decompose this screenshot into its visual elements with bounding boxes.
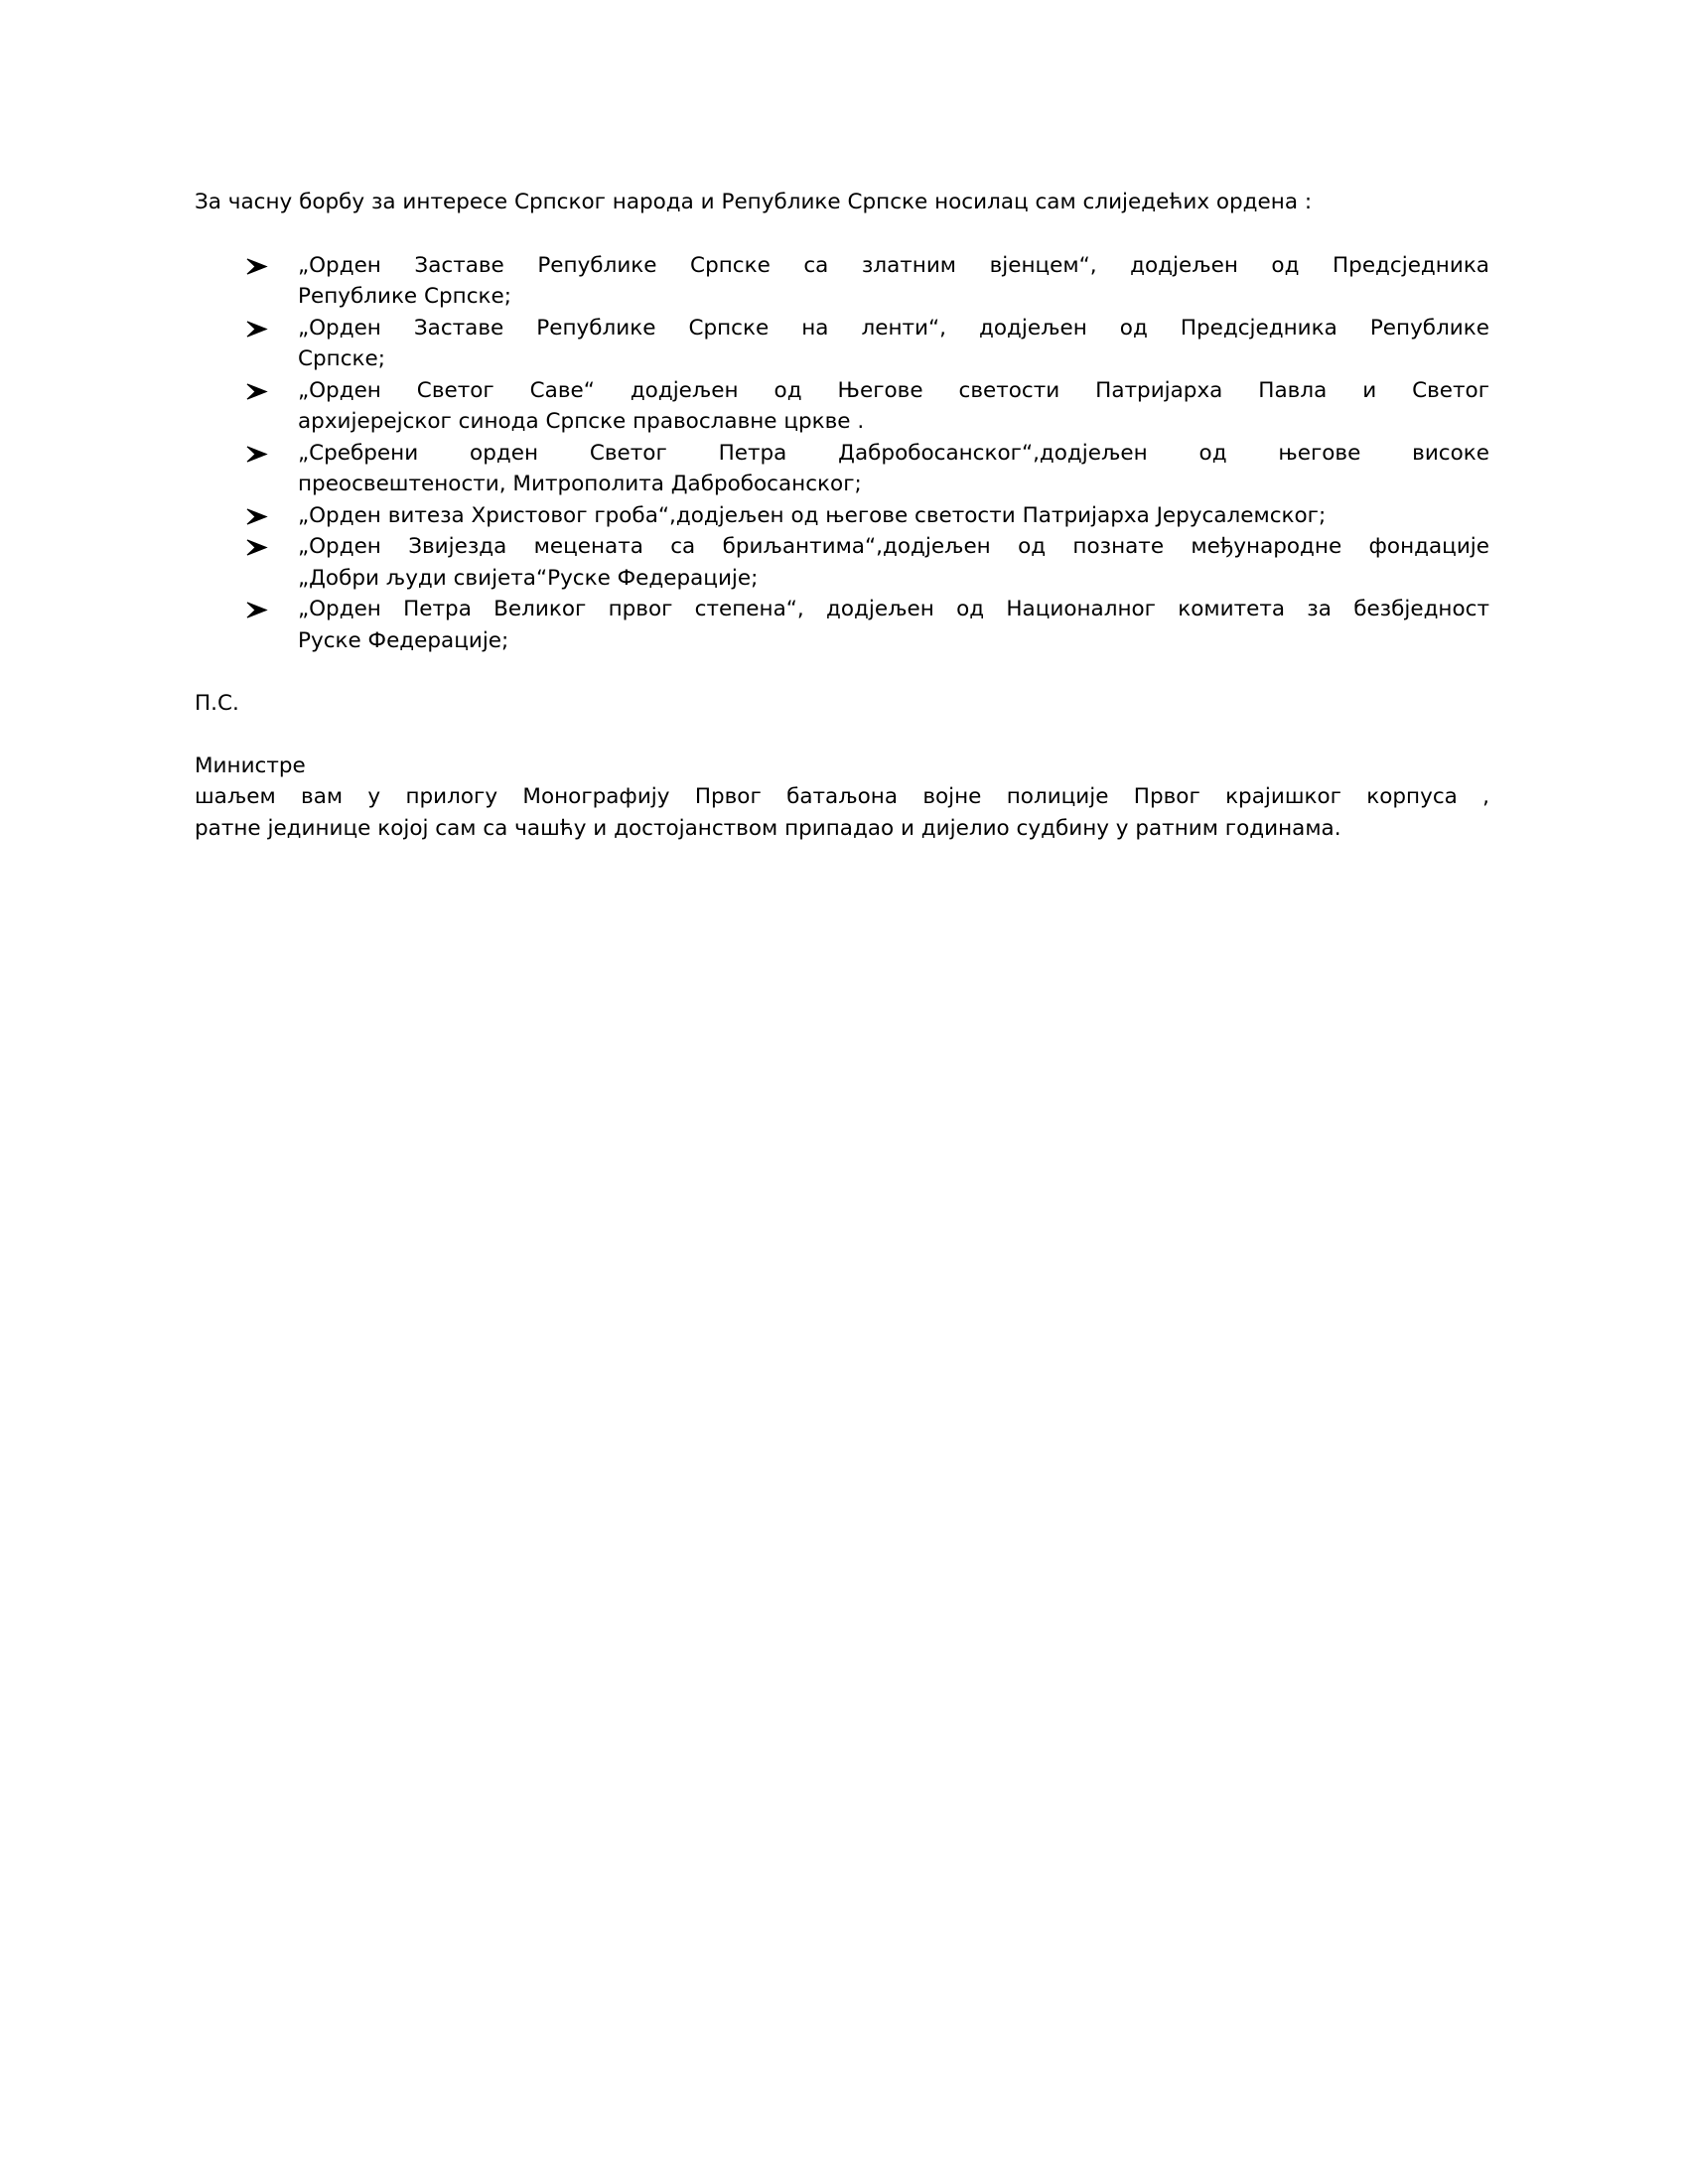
list-item-line: „Орден Заставе Републике Српске са златним вјенцем“, додјељен од Предсједника [298,252,1489,278]
list-item-line: „Орден Светог Саве“ додјељен од Његове светости Патријарха Павла и Светог [298,377,1489,403]
postscript-label: П.С. [195,691,239,716]
list-item [195,500,1489,532]
arrow-bullet-icon [246,500,272,532]
arrow-bullet-icon [246,375,272,407]
document-body [195,187,1489,844]
orders-list [195,250,1489,657]
arrow-bullet-icon [246,313,272,344]
list-item-line: „Орден Заставе Републике Српске на ленти“, додјељен од Предсједника Републике [298,315,1489,341]
list-item [195,250,1489,313]
list-item [195,594,1489,656]
closing-line: ратне јединице којој сам са чашћу и достојанством припадао и дијелио судбину у ратним годинама. [195,815,1341,841]
postscript-block [195,688,1489,720]
arrow-bullet-icon [246,531,272,563]
arrow-bullet-icon [246,438,272,470]
list-item-line: Републике Српске; [298,284,511,309]
list-item-line: „Орден витеза Христовог гроба“,додјељен од његове светости Патријарха Јерусалемског; [298,502,1327,528]
salutation: Министре [195,752,306,778]
arrow-bullet-icon [246,594,272,625]
list-item [195,531,1489,594]
arrow-bullet-icon [246,250,272,282]
list-item-line: Руске Федерације; [298,627,509,653]
list-item-line: „Орден Звијезда меценатa са бриљантима“,додјељен од познате међународне фондације [298,534,1489,559]
list-item-line: Српске; [298,346,385,371]
list-item [195,313,1489,375]
intro-paragraph: За часну борбу за интересе Српског народа и Републике Српске носилац сам слиједећих ордена : [195,190,1313,214]
closing-line: шаљем вам у прилогу Монографију Првог батаљона војне полиције Првог крајишког корпуса , [195,784,1489,809]
list-item [195,438,1489,500]
list-item-line: архијерејског синода Српске православне цркве . [298,409,865,434]
list-item-line: „Сребрени орден Светог Петра Дабробосанског“,додјељен од његове високе [298,440,1489,466]
closing-block [195,751,1489,845]
list-item-line: „Орден Петра Великог првог степена“, додјељен од Националног комитета за безбједност [298,597,1489,621]
list-item-line: „Добри људи свијета“Руске Федерације; [298,565,759,591]
list-item-line: преосвештености, Митрополита Дабробосанског; [298,472,862,496]
list-item [195,375,1489,438]
